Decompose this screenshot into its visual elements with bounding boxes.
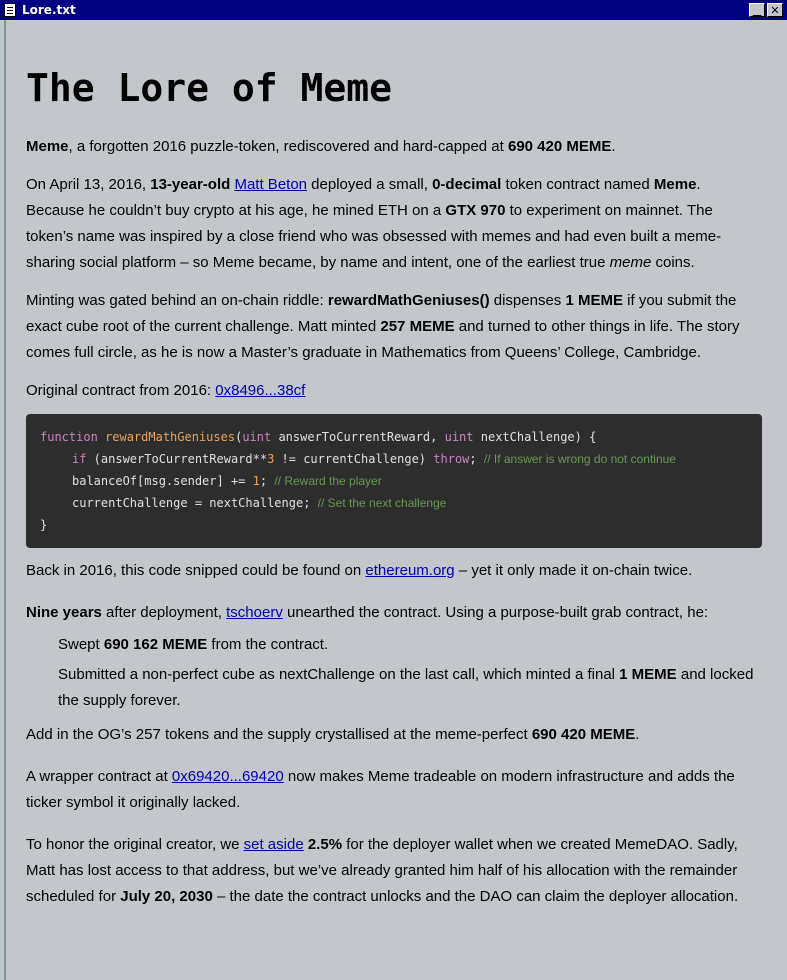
- intro-paragraph: [26, 134, 762, 160]
- text: . Because he couldn’t buy crypto at his age, he mined ETH on a: [26, 176, 701, 219]
- code-line: [40, 492, 748, 514]
- list-item: [58, 662, 762, 714]
- code-comment: // If answer is wrong do not continue: [483, 452, 676, 466]
- bold-text: 2.5%: [307, 836, 343, 853]
- text: Minting was gated behind an on-chain riddle:: [26, 292, 328, 309]
- minting-paragraph: [26, 288, 762, 366]
- text: from the contract.: [207, 636, 329, 653]
- text: unearthed the contract. Using a purpose-built grab contract, he:: [282, 604, 709, 621]
- title-bar[interactable]: [0, 0, 787, 20]
- italic-text: meme: [609, 254, 652, 271]
- bold-text: 690 420 MEME: [507, 138, 612, 155]
- ethereum-link[interactable]: ethereum.org: [365, 562, 455, 579]
- text: – yet it only made it on-chain twice.: [454, 562, 693, 579]
- bold-text: 1 MEME: [619, 666, 677, 683]
- code-text: currentChallenge = nextChallenge;: [72, 496, 311, 510]
- code-function-name: rewardMathGeniuses: [105, 430, 236, 444]
- bold-text: GTX 970: [445, 202, 506, 219]
- document-icon: [4, 3, 16, 17]
- wrapper-contract-link[interactable]: 0x69420...69420: [171, 768, 284, 785]
- bold-text: 257 MEME: [380, 318, 455, 335]
- wrapper-paragraph: [26, 764, 762, 816]
- code-line: [40, 470, 748, 492]
- supply-paragraph: [26, 722, 762, 748]
- page-title: The Lore of Meme: [26, 66, 393, 110]
- code-keyword: throw: [433, 452, 470, 466]
- text: Swept: [58, 636, 104, 653]
- list-item: [58, 632, 762, 658]
- code-keyword: uint: [444, 430, 474, 444]
- bold-text: 690 420 MEME: [531, 726, 636, 743]
- text: and locked the supply forever.: [58, 666, 754, 709]
- action-list: [58, 632, 762, 714]
- code-line: }: [40, 518, 48, 532]
- text: after deployment,: [101, 604, 227, 621]
- rediscovery-paragraph: [26, 600, 762, 626]
- code-line: [40, 448, 748, 470]
- text: A wrapper contract at: [26, 768, 172, 785]
- text: token contract named: [501, 176, 654, 193]
- text: – the date the contract unlocks and the DAO can claim the deployer allocation.: [212, 888, 739, 905]
- code-number: 1: [252, 474, 260, 488]
- code-text: (answerToCurrentReward**: [86, 452, 268, 466]
- text: deployed a small,: [307, 176, 433, 193]
- code-keyword: function: [40, 430, 98, 444]
- bold-text: 13-year-old: [150, 176, 231, 193]
- code-keyword: if: [72, 452, 87, 466]
- close-button[interactable]: ✕: [767, 3, 783, 17]
- code-comment: // Reward the player: [274, 474, 382, 488]
- creator-paragraph: [26, 832, 762, 910]
- tschoerv-link[interactable]: tschoerv: [226, 604, 283, 621]
- history-paragraph: [26, 172, 762, 276]
- window-title: Lore.txt: [22, 3, 76, 17]
- text: dispenses: [489, 292, 566, 309]
- bold-text: Meme: [26, 138, 69, 155]
- minimize-button[interactable]: ▁: [749, 3, 765, 17]
- ethereum-paragraph: [26, 558, 762, 584]
- bold-text: 1 MEME: [565, 292, 623, 309]
- code-text: (: [235, 430, 243, 444]
- bold-text: Meme: [653, 176, 697, 193]
- text: .: [635, 726, 640, 743]
- text: Back in 2016, this code snipped could be found on: [26, 562, 366, 579]
- matt-beton-link[interactable]: Matt Beton: [234, 176, 308, 193]
- code-text: nextChallenge) {: [473, 430, 597, 444]
- text: Submitted a non-perfect cube as nextChallenge on the last call, which minted a final: [58, 666, 620, 683]
- bold-text: July 20, 2030: [120, 888, 213, 905]
- original-contract-link[interactable]: 0x8496...38cf: [215, 382, 306, 399]
- text: for the deployer wallet when we created MemeDAO. Sadly, Matt has lost access to that address, but we’ve already granted him half of his allocation with the remainder scheduled for: [26, 836, 738, 905]
- bold-text: 690 162 MEME: [103, 636, 208, 653]
- window-controls: [749, 3, 783, 17]
- set-aside-link[interactable]: set aside: [243, 836, 304, 853]
- document-body: [4, 20, 784, 980]
- code-text: balanceOf[msg.sender] +=: [72, 474, 253, 488]
- code-keyword: uint: [242, 430, 272, 444]
- bold-text: rewardMathGeniuses(): [327, 292, 490, 309]
- text: , a forgotten 2016 puzzle-token, rediscovered and hard-capped at: [68, 138, 508, 155]
- text: To honor the original creator, we: [26, 836, 244, 853]
- code-text: != currentChallenge): [274, 452, 434, 466]
- text: coins.: [651, 254, 695, 271]
- code-text: ;: [259, 474, 268, 488]
- code-text: answerToCurrentReward,: [271, 430, 445, 444]
- code-comment: // Set the next challenge: [317, 496, 447, 510]
- text: Original contract from 2016:: [26, 382, 216, 399]
- contract-paragraph: [26, 378, 762, 404]
- text: On April 13, 2016,: [26, 176, 151, 193]
- code-block: [26, 414, 762, 548]
- bold-text: 0-decimal: [432, 176, 502, 193]
- text: if you submit the exact cube root of the current challenge. Matt minted: [26, 292, 737, 335]
- bold-text: Nine years: [26, 604, 102, 621]
- text: to experiment on mainnet. The token’s name was inspired by a close friend who was obsessed with memes and had even built a meme-sharing social platform – so Meme became, by name and intent, one of the earliest true: [26, 202, 722, 271]
- code-number: 3: [267, 452, 275, 466]
- text: now makes Meme tradeable on modern infrastructure and adds the ticker symbol it originally lacked.: [26, 768, 735, 811]
- code-line: [40, 426, 748, 448]
- text: and turned to other things in life. The story comes full circle, as he is now a Master’s graduate in Mathematics from Queens’ College, Cambridge.: [26, 318, 740, 361]
- code-text: ;: [469, 452, 477, 466]
- text: .: [611, 138, 616, 155]
- text: Add in the OG’s 257 tokens and the supply crystallised at the meme-perfect: [26, 726, 532, 743]
